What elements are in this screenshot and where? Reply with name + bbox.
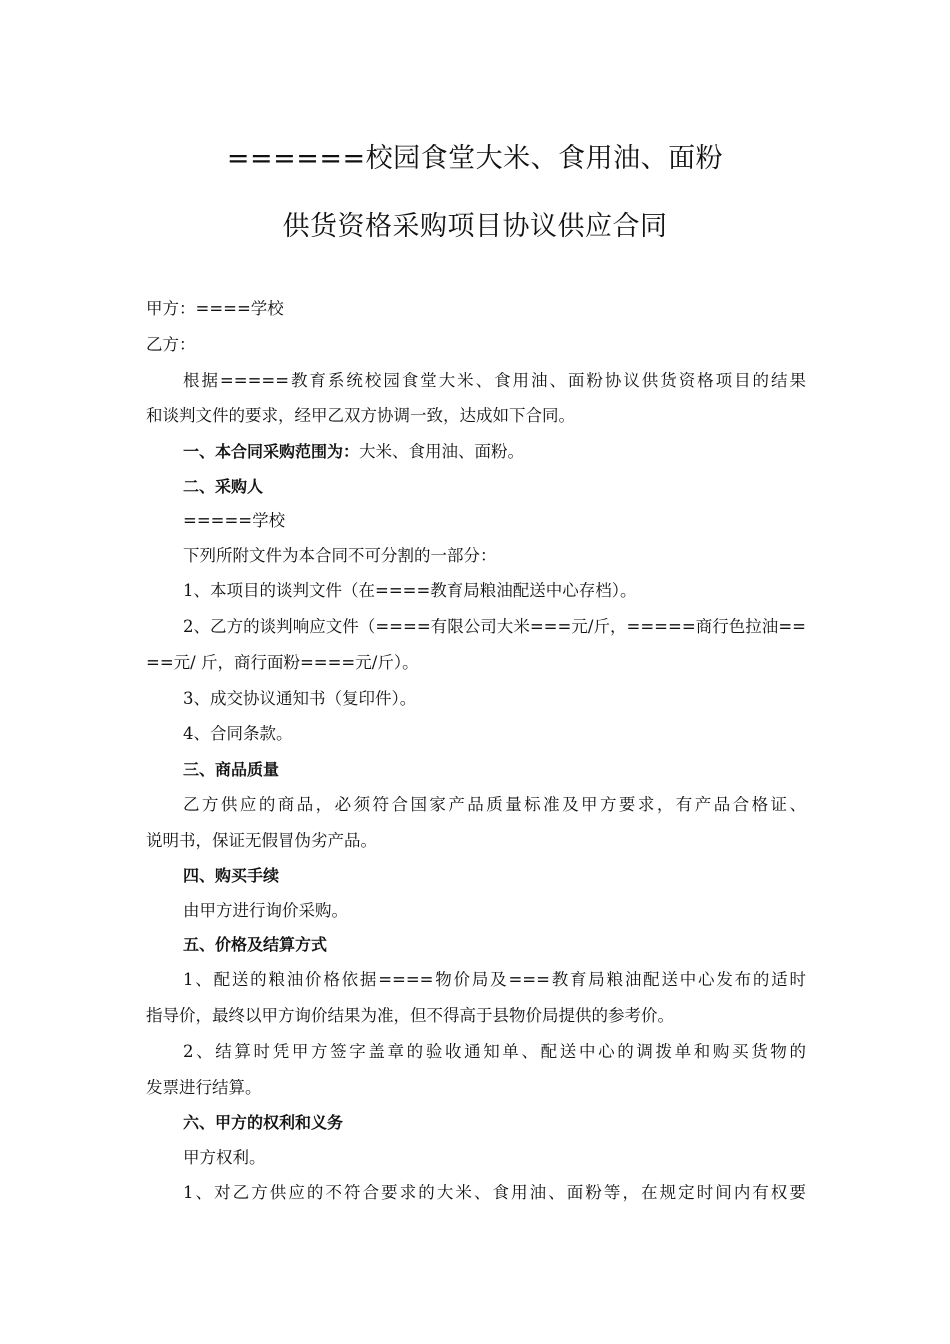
purchaser-name: =====学校 xyxy=(183,511,286,530)
attached-item-4: 4、合同条款。 xyxy=(183,724,293,743)
attached-item-2-line-2: ==元/ 斤，商行面粉====元/斤）。 xyxy=(146,653,419,672)
section-1-heading: 一、本合同采购范围为： xyxy=(183,442,360,461)
section-1-content: 大米、食用油、面粉。 xyxy=(359,442,525,461)
document-title-line-1: ======校园食堂大米、食用油、面粉 xyxy=(226,143,724,174)
section-4-heading: 四、购买手续 xyxy=(183,866,280,885)
section-3-heading: 三、商品质量 xyxy=(183,760,280,779)
section-1 xyxy=(183,442,524,462)
section-3-line-2: 说明书，保证无假冒伪劣产品。 xyxy=(146,831,377,850)
section-5-item-2-line-2: 发票进行结算。 xyxy=(146,1078,262,1097)
section-6-heading: 六、甲方的权利和义务 xyxy=(183,1113,344,1132)
party-a-rights-item-1: 1、对乙方供应的不符合要求的大米、食用油、面粉等，在规定时间内有权要 xyxy=(183,1183,806,1202)
attached-item-3: 3、成交协议通知书（复印件）。 xyxy=(183,689,417,708)
section-4-content: 由甲方进行询价采购。 xyxy=(183,901,348,920)
section-5-item-1-line-2: 指导价，最终以甲方询价结果为准，但不得高于县物价局提供的参考价。 xyxy=(146,1006,674,1025)
intro-line-2: 和谈判文件的要求，经甲乙双方协调一致，达成如下合同。 xyxy=(146,406,575,425)
party-a: 甲方：====学校 xyxy=(146,299,284,318)
section-2-heading: 二、采购人 xyxy=(183,477,264,496)
section-5-item-1-line-1: 1、配送的粮油价格依据====物价局及===教育局粮油配送中心发布的适时 xyxy=(183,970,806,989)
intro-line-1: 根据=====教育系统校园食堂大米、食用油、面粉协议供货资格项目的结果 xyxy=(183,371,806,390)
section-5-item-2-line-1: 2、结算时凭甲方签字盖章的验收通知单、配送中心的调拨单和购买货物的 xyxy=(183,1042,806,1061)
document-title-line-2: 供货资格采购项目协议供应合同 xyxy=(282,211,668,242)
section-3-line-1: 乙方供应的商品，必须符合国家产品质量标准及甲方要求，有产品合格证、 xyxy=(183,795,806,814)
party-a-rights-label: 甲方权利。 xyxy=(183,1148,266,1167)
section-5-heading: 五、价格及结算方式 xyxy=(183,935,328,954)
attached-item-1: 1、本项目的谈判文件（在====教育局粮油配送中心存档）。 xyxy=(183,581,637,600)
party-b: 乙方： xyxy=(146,335,196,354)
attached-documents-intro: 下列所附文件为本合同不可分割的一部分： xyxy=(183,546,497,565)
attached-item-2-line-1: 2、乙方的谈判响应文件（====有限公司大米===元/斤，=====商行色拉油== xyxy=(183,617,806,636)
